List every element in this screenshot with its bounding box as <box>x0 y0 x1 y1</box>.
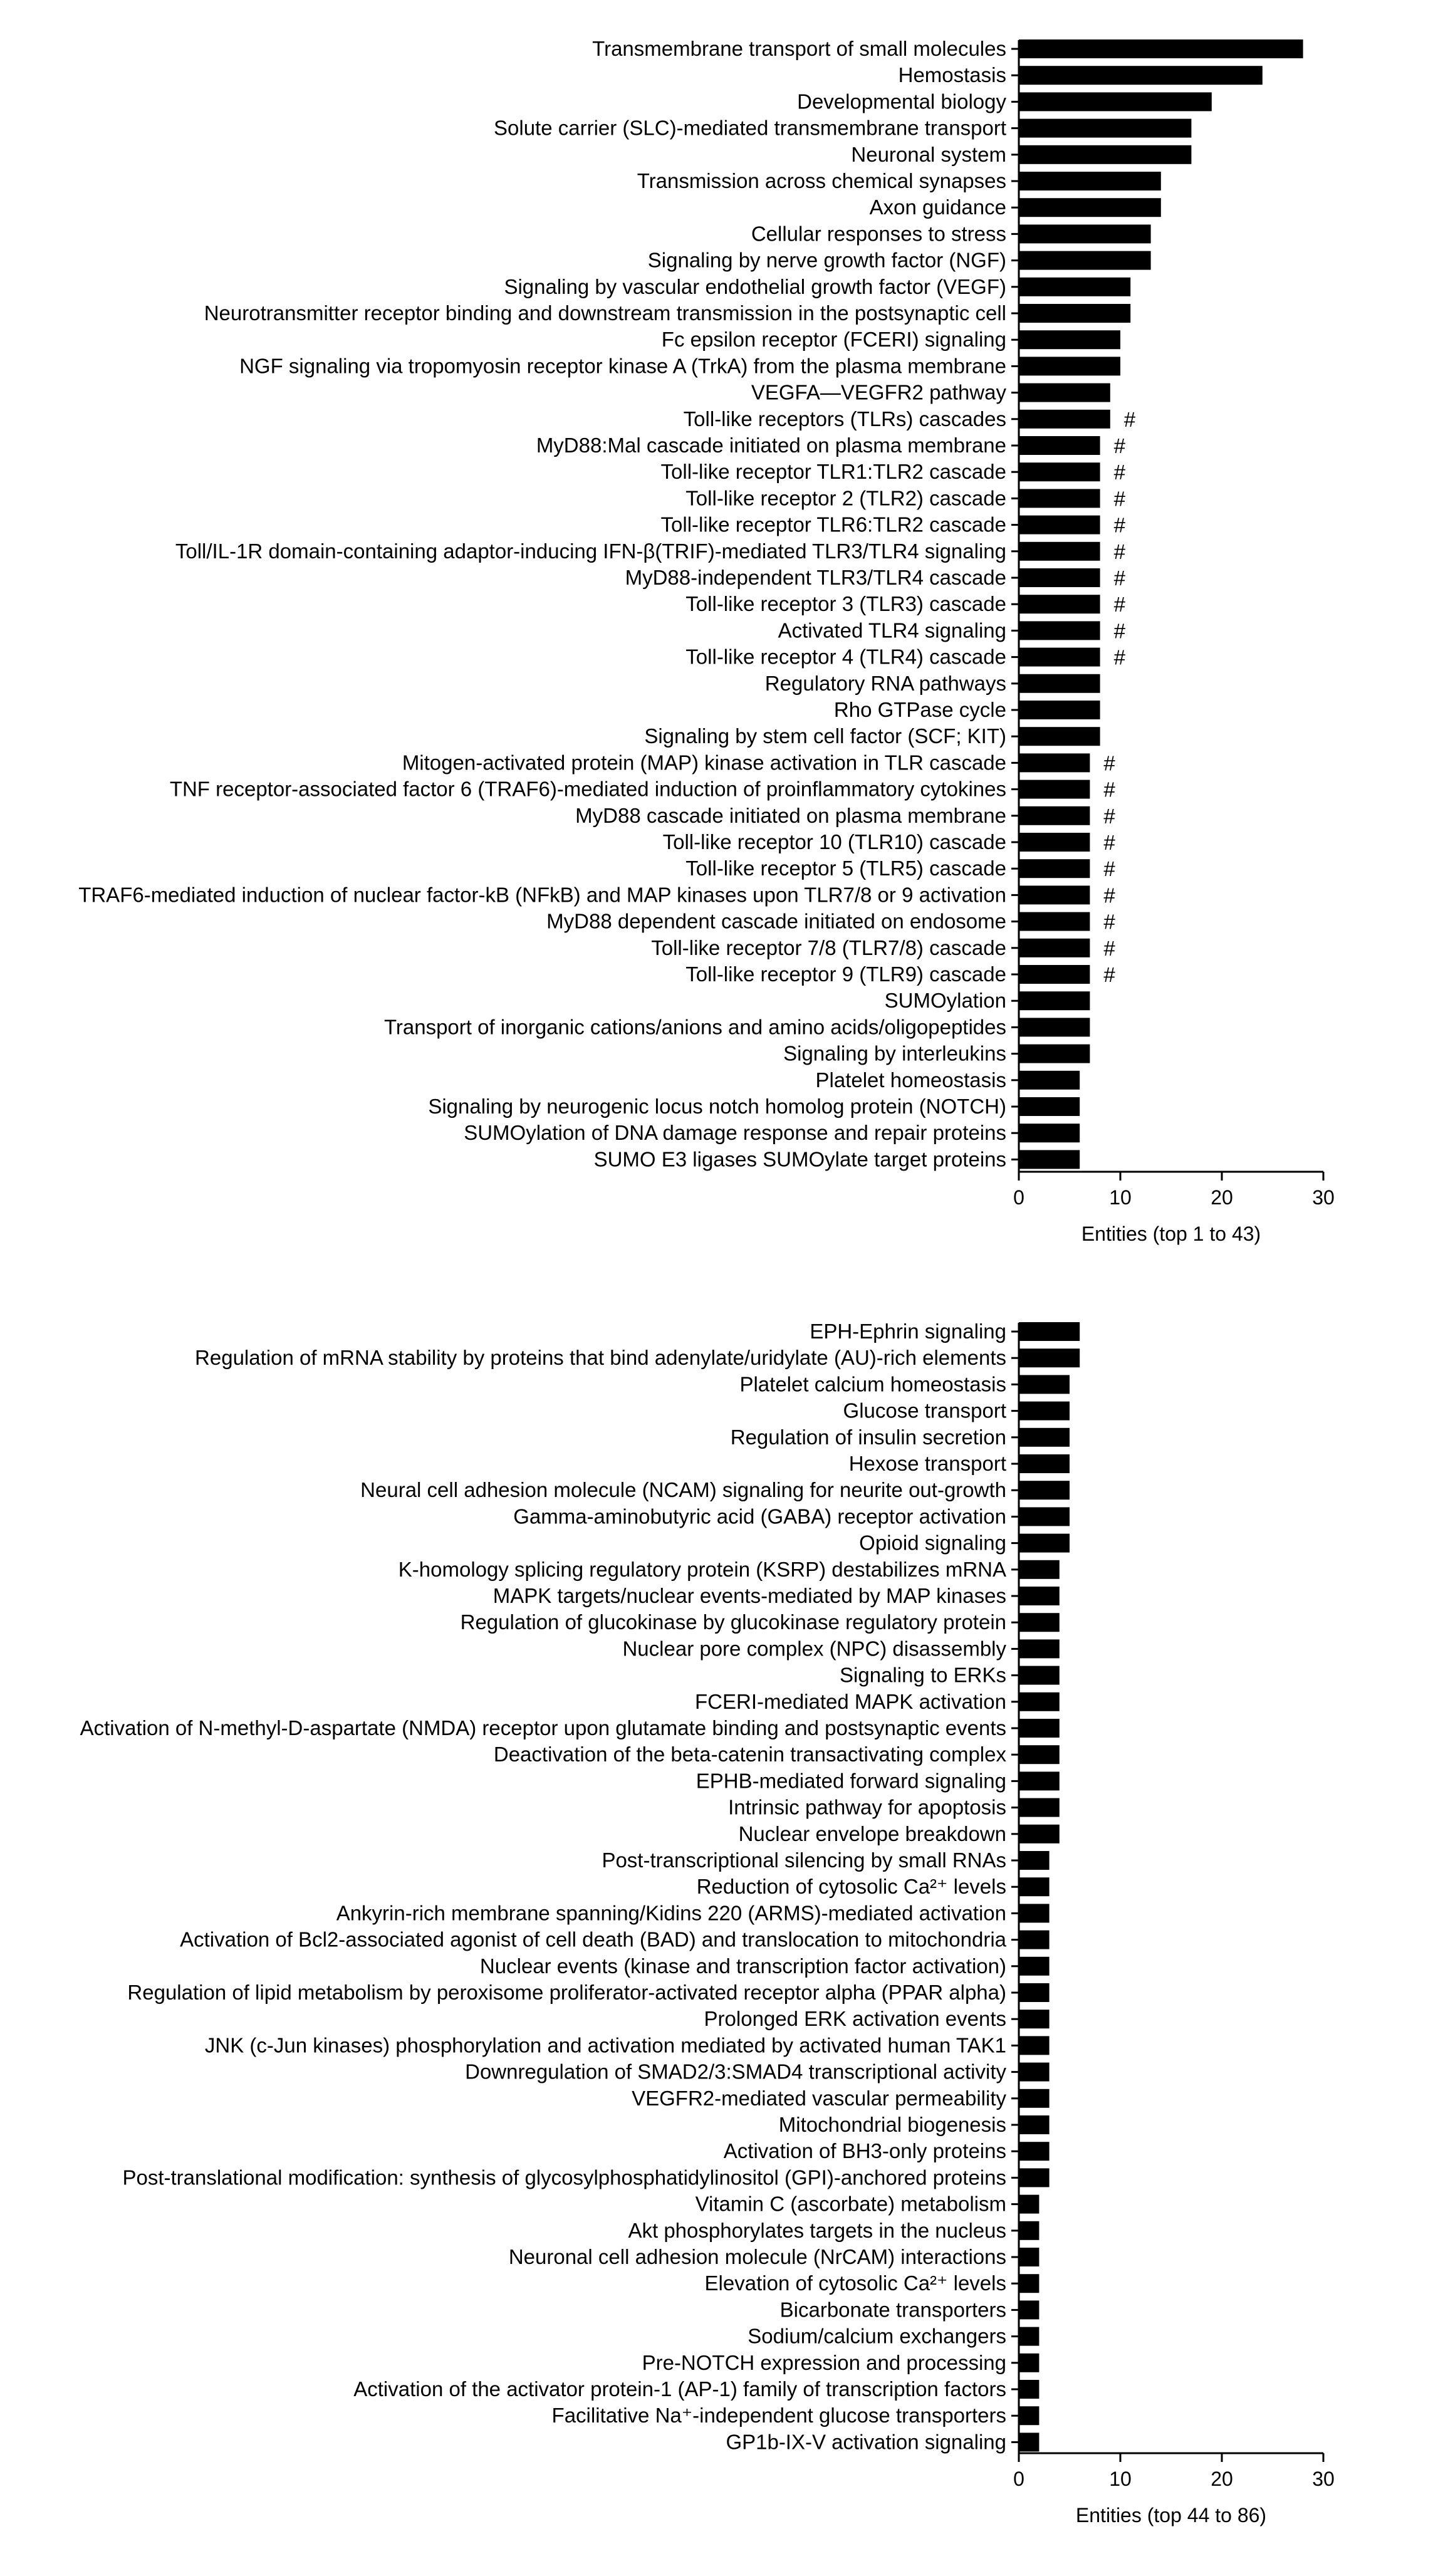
significance-marker: # <box>1123 407 1136 431</box>
significance-marker: # <box>1103 910 1115 934</box>
category-label: Toll-like receptor 2 (TLR2) cascade <box>685 486 1006 510</box>
chart-panel-2 <box>80 1320 1335 2526</box>
bar <box>1019 1071 1080 1090</box>
category-label: Bicarbonate transporters <box>779 2298 1006 2322</box>
category-label: Neurotransmitter receptor binding and downstream transmission in the postsynaptic cell <box>204 301 1006 325</box>
bar <box>1019 1150 1080 1169</box>
bar <box>1019 1322 1080 1341</box>
category-label: Deactivation of the beta-catenin transactivating complex <box>493 1743 1006 1766</box>
category-label: Ankyrin-rich membrane spanning/Kidins 220 (ARMS)-mediated activation <box>336 1901 1006 1925</box>
bar <box>1019 1097 1080 1116</box>
x-tick-label: 30 <box>1312 1186 1335 1209</box>
bar <box>1019 2274 1039 2293</box>
category-label: Toll-like receptor 5 (TLR5) cascade <box>685 857 1006 880</box>
category-label: Activation of BH3-only proteins <box>723 2139 1006 2163</box>
category-label: Signaling to ERKs <box>840 1663 1006 1687</box>
category-label: TNF receptor-associated factor 6 (TRAF6)-mediated induction of proinflammatory cytokines <box>169 777 1006 801</box>
category-label: Activation of the activator protein-1 (AP-1) family of transcription factors <box>353 2377 1006 2401</box>
category-label: Nuclear events (kinase and transcription factor activation) <box>479 1954 1006 1978</box>
bar <box>1019 2010 1050 2028</box>
x-tick-label: 20 <box>1211 1186 1233 1209</box>
bar <box>1019 1719 1060 1738</box>
category-label: Signaling by neurogenic locus notch homolog protein (NOTCH) <box>428 1095 1006 1118</box>
category-label: Signaling by interleukins <box>783 1041 1006 1065</box>
bar <box>1019 939 1090 957</box>
significance-marker: # <box>1113 645 1125 669</box>
bar <box>1019 224 1151 243</box>
category-label: Opioid signaling <box>859 1531 1006 1555</box>
category-label: Neural cell adhesion molecule (NCAM) signaling for neurite out-growth <box>360 1478 1006 1502</box>
bar <box>1019 1825 1060 1843</box>
bar <box>1019 780 1090 799</box>
bar <box>1019 542 1100 561</box>
bar <box>1019 2142 1050 2161</box>
category-label: Platelet calcium homeostasis <box>739 1372 1006 1396</box>
significance-marker: # <box>1113 487 1125 511</box>
category-label: SUMOylation <box>884 989 1006 1013</box>
category-label: Prolonged ERK activation events <box>704 2007 1006 2031</box>
category-label: Platelet homeostasis <box>815 1068 1006 1092</box>
x-axis-label: Entities (top 44 to 86) <box>1075 2504 1267 2526</box>
category-label: Toll-like receptor TLR1:TLR2 cascade <box>660 460 1006 484</box>
significance-marker: # <box>1113 619 1125 643</box>
x-tick-label: 20 <box>1211 2468 1233 2490</box>
category-label: Post-transcriptional silencing by small RNAs <box>602 1849 1006 1872</box>
category-label: K-homology splicing regulatory protein (KSRP) destabilizes mRNA <box>398 1557 1006 1581</box>
bar <box>1019 2406 1039 2425</box>
bar <box>1019 806 1090 825</box>
category-label: Activation of N-methyl-D-aspartate (NMDA) receptor upon glutamate binding and postsynaptic events <box>80 1716 1006 1739</box>
bar <box>1019 621 1100 640</box>
bar <box>1019 92 1212 111</box>
category-label: Regulation of glucokinase by glucokinase regulatory protein <box>460 1610 1006 1634</box>
bar <box>1019 383 1110 402</box>
category-label: Activation of Bcl2-associated agonist of cell death (BAD) and translocation to mitochondria <box>180 1927 1006 1951</box>
category-label: Transport of inorganic cations/anions and amino acids/oligopeptides <box>383 1015 1006 1039</box>
bar <box>1019 304 1130 323</box>
bar <box>1019 1348 1080 1367</box>
category-label: Toll-like receptor 10 (TLR10) cascade <box>662 830 1006 853</box>
bar <box>1019 1045 1090 1063</box>
bar <box>1019 2063 1050 2082</box>
bar <box>1019 1771 1060 1790</box>
category-label: FCERI-mediated MAPK activation <box>694 1689 1006 1713</box>
category-label: Nuclear pore complex (NPC) disassembly <box>622 1637 1006 1661</box>
bar <box>1019 1904 1050 1922</box>
bar <box>1019 2036 1050 2055</box>
bar <box>1019 965 1090 984</box>
significance-marker: # <box>1113 434 1125 457</box>
bar <box>1019 436 1100 455</box>
bar <box>1019 2221 1039 2240</box>
category-label: Nuclear envelope breakdown <box>738 1822 1006 1845</box>
category-label: Signaling by nerve growth factor (NGF) <box>647 248 1006 272</box>
significance-marker: # <box>1113 461 1125 484</box>
category-label: Axon guidance <box>869 196 1006 219</box>
significance-marker: # <box>1103 857 1115 881</box>
category-label: Cellular responses to stress <box>751 222 1006 246</box>
category-label: Transmission across chemical synapses <box>637 169 1006 192</box>
bar <box>1019 648 1100 667</box>
bar <box>1019 2089 1050 2108</box>
bar <box>1019 1931 1050 1949</box>
bar <box>1019 595 1100 613</box>
bar <box>1019 1957 1050 1976</box>
category-label: NGF signaling via tropomyosin receptor kinase A (TrkA) from the plasma membrane <box>239 354 1006 378</box>
bar <box>1019 727 1100 746</box>
category-label: Toll-like receptor 7/8 (TLR7/8) cascade <box>651 936 1006 959</box>
category-label: VEGFR2-mediated vascular permeability <box>632 2086 1006 2110</box>
bar <box>1019 145 1191 164</box>
bar <box>1019 2327 1039 2346</box>
category-label: Toll-like receptor TLR6:TLR2 cascade <box>660 513 1006 536</box>
chart-panel-1 <box>78 37 1335 1245</box>
category-label: Activated TLR4 signaling <box>778 618 1006 642</box>
bar <box>1019 1983 1050 2002</box>
bar <box>1019 859 1090 878</box>
bar <box>1019 1454 1070 1473</box>
bar <box>1019 1798 1060 1817</box>
bar <box>1019 1375 1070 1394</box>
bar <box>1019 833 1090 852</box>
category-label: Signaling by stem cell factor (SCF; KIT) <box>644 724 1006 748</box>
bar <box>1019 516 1100 534</box>
category-label: Developmental biology <box>797 90 1006 113</box>
bar <box>1019 1851 1050 1870</box>
significance-marker: # <box>1103 963 1115 986</box>
bar <box>1019 991 1090 1010</box>
category-label: Rho GTPase cycle <box>833 698 1006 721</box>
category-label: Sodium/calcium exchangers <box>748 2324 1006 2348</box>
category-label: Regulation of insulin secretion <box>730 1425 1006 1449</box>
category-label: JNK (c-Jun kinases) phosphorylation and activation mediated by activated human TAK1 <box>204 2033 1006 2057</box>
category-label: Toll-like receptor 4 (TLR4) cascade <box>685 645 1006 669</box>
category-label: Fc epsilon receptor (FCERI) signaling <box>661 328 1006 352</box>
category-label: Transmembrane transport of small molecules <box>592 37 1006 60</box>
bar <box>1019 2248 1039 2266</box>
category-label: Downregulation of SMAD2/3:SMAD4 transcriptional activity <box>465 2060 1006 2083</box>
significance-marker: # <box>1113 513 1125 537</box>
bar <box>1019 410 1110 429</box>
bar <box>1019 1124 1080 1142</box>
category-label: MAPK targets/nuclear events-mediated by MAP kinases <box>492 1584 1006 1607</box>
bar <box>1019 1745 1060 1764</box>
bar <box>1019 66 1263 85</box>
category-label: MyD88 cascade initiated on plasma membrane <box>575 803 1006 827</box>
bar <box>1019 39 1303 58</box>
category-label: Gamma-aminobutyric acid (GABA) receptor activation <box>513 1504 1006 1528</box>
bar <box>1019 1481 1070 1499</box>
bar <box>1019 1507 1070 1526</box>
bar <box>1019 1692 1060 1711</box>
category-label: Facilitative Na⁺-independent glucose transporters <box>551 2404 1006 2427</box>
bar <box>1019 1613 1060 1632</box>
bar <box>1019 489 1100 508</box>
category-label: EPH-Ephrin signaling <box>810 1320 1006 1343</box>
significance-marker: # <box>1103 751 1115 775</box>
bar <box>1019 2168 1050 2187</box>
bar <box>1019 1428 1070 1447</box>
category-label: Toll/IL-1R domain-containing adaptor-inducing IFN-β(TRIF)-mediated TLR3/TLR4 signaling <box>175 539 1006 563</box>
category-label: Toll-like receptor 3 (TLR3) cascade <box>685 592 1006 616</box>
bar <box>1019 2354 1039 2372</box>
x-tick-label: 10 <box>1109 1186 1132 1209</box>
x-tick-label: 10 <box>1109 2468 1132 2490</box>
x-tick-label: 0 <box>1013 1186 1024 1209</box>
category-label: Akt phosphorylates targets in the nucleus <box>628 2218 1006 2242</box>
bar <box>1019 2380 1039 2399</box>
category-label: SUMOylation of DNA damage response and repair proteins <box>464 1121 1006 1145</box>
category-label: Neuronal cell adhesion molecule (NrCAM) interactions <box>508 2245 1006 2268</box>
category-label: Mitogen-activated protein (MAP) kinase activation in TLR cascade <box>402 751 1006 774</box>
significance-marker: # <box>1113 566 1125 590</box>
significance-marker: # <box>1103 804 1115 828</box>
bar <box>1019 912 1090 931</box>
bar <box>1019 172 1161 190</box>
category-label: MyD88 dependent cascade initiated on endosome <box>546 909 1006 933</box>
bar <box>1019 1587 1060 1605</box>
bar <box>1019 2433 1039 2451</box>
category-label: Signaling by vascular endothelial growth factor (VEGF) <box>504 274 1006 298</box>
category-label: Regulation of mRNA stability by proteins that bind adenylate/uridylate (AU)-rich elements <box>195 1346 1006 1370</box>
significance-marker: # <box>1113 593 1125 617</box>
category-label: VEGFA—VEGFR2 pathway <box>751 380 1006 404</box>
category-label: Regulation of lipid metabolism by peroxisome proliferator-activated receptor alpha (PPAR alpha) <box>127 1981 1006 2004</box>
category-label: Hemostasis <box>898 63 1006 87</box>
bar <box>1019 1018 1090 1036</box>
x-tick-label: 0 <box>1013 2468 1024 2490</box>
category-label: Solute carrier (SLC)-mediated transmembrane transport <box>494 116 1006 140</box>
bar <box>1019 1666 1060 1685</box>
x-axis-label: Entities (top 1 to 43) <box>1081 1223 1261 1245</box>
significance-marker: # <box>1113 540 1125 563</box>
bar <box>1019 357 1120 375</box>
category-label: Pre-NOTCH expression and processing <box>642 2350 1006 2374</box>
category-label: GP1b-IX-V activation signaling <box>726 2430 1006 2454</box>
category-label: Post-translational modification: synthesis of glycosylphosphatidylinositol (GPI)-anchored proteins <box>122 2166 1006 2189</box>
bar <box>1019 1877 1050 1896</box>
category-label: MyD88:Mal cascade initiated on plasma membrane <box>536 434 1006 457</box>
significance-marker: # <box>1103 936 1115 960</box>
bar <box>1019 198 1161 217</box>
x-tick-label: 30 <box>1312 2468 1335 2490</box>
category-label: SUMO E3 ligases SUMOylate target proteins <box>593 1147 1006 1171</box>
bar <box>1019 119 1191 138</box>
significance-marker: # <box>1103 831 1115 854</box>
category-label: EPHB-mediated forward signaling <box>696 1769 1006 1793</box>
bar <box>1019 1560 1060 1579</box>
significance-marker: # <box>1103 778 1115 801</box>
category-label: Intrinsic pathway for apoptosis <box>728 1795 1006 1819</box>
category-label: Elevation of cytosolic Ca²⁺ levels <box>704 2271 1006 2295</box>
significance-marker: # <box>1103 884 1115 907</box>
category-label: Neuronal system <box>851 142 1006 166</box>
bar <box>1019 1639 1060 1658</box>
bar <box>1019 330 1120 349</box>
category-label: Hexose transport <box>848 1452 1006 1475</box>
bar <box>1019 568 1100 587</box>
category-label: Reduction of cytosolic Ca²⁺ levels <box>696 1875 1006 1899</box>
category-label: Mitochondrial biogenesis <box>778 2113 1006 2136</box>
category-label: Glucose transport <box>843 1399 1006 1422</box>
bar <box>1019 2195 1039 2214</box>
category-label: MyD88-independent TLR3/TLR4 cascade <box>625 566 1006 589</box>
bar <box>1019 885 1090 904</box>
bar <box>1019 2115 1050 2134</box>
category-label: Vitamin C (ascorbate) metabolism <box>695 2192 1006 2216</box>
bar <box>1019 251 1151 270</box>
category-label: TRAF6-mediated induction of nuclear factor-kB (NFkB) and MAP kinases upon TLR7/8 or 9 activation <box>78 883 1006 907</box>
bar <box>1019 462 1100 481</box>
category-label: Toll-like receptor 9 (TLR9) cascade <box>685 962 1006 986</box>
bar <box>1019 674 1100 693</box>
bar <box>1019 278 1130 296</box>
bar <box>1019 2300 1039 2319</box>
bar <box>1019 753 1090 772</box>
bar <box>1019 1534 1070 1553</box>
category-label: Regulatory RNA pathways <box>764 671 1006 695</box>
category-label: Toll-like receptors (TLRs) cascades <box>683 407 1006 430</box>
bar <box>1019 1402 1070 1421</box>
bar <box>1019 701 1100 719</box>
